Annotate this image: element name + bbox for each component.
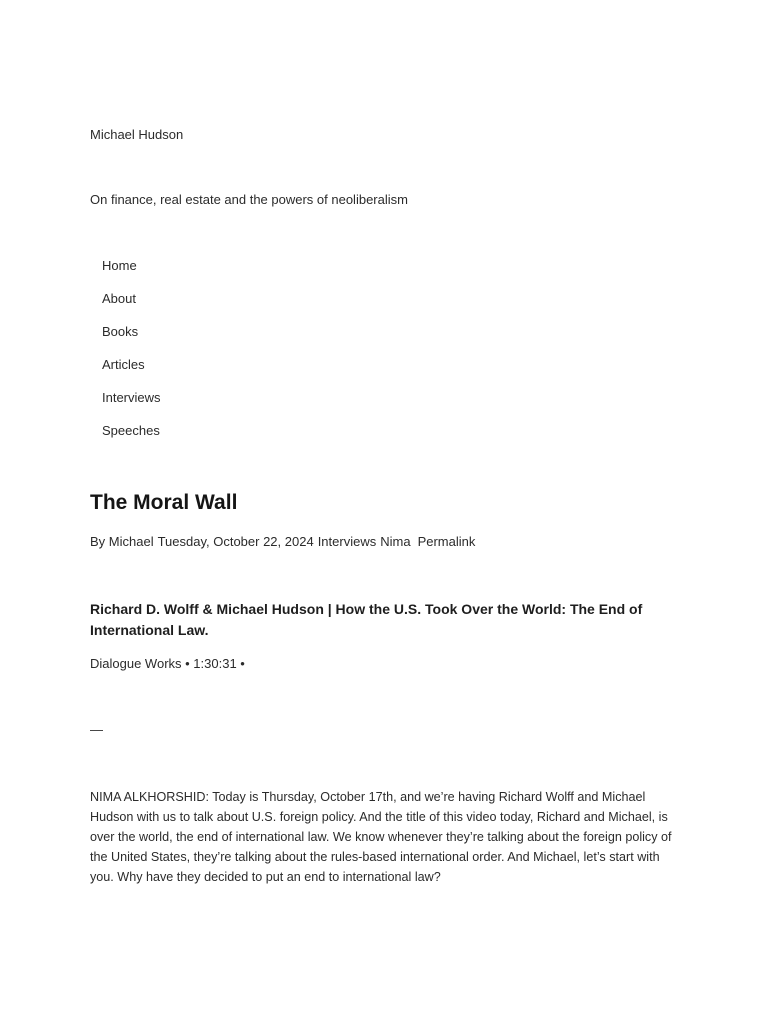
post-author[interactable]: By Michael	[90, 534, 154, 549]
nav-item-about[interactable]	[102, 291, 161, 324]
video-title[interactable]: Richard D. Wolff & Michael Hudson | How the U.S. Took Over the World: The End of International Law.	[90, 601, 643, 638]
separator-dash: —	[90, 722, 103, 737]
nav-item-label[interactable]: Books	[102, 324, 139, 339]
nav-item-books[interactable]	[102, 324, 161, 357]
site-title[interactable]: Michael Hudson	[90, 127, 184, 142]
nav-item-label[interactable]: Speeches	[102, 423, 160, 438]
nav-item-home[interactable]	[102, 258, 161, 291]
permalink-link[interactable]: Permalink	[417, 534, 476, 549]
nav-item-interviews[interactable]	[102, 390, 161, 423]
post-tag-link[interactable]: Nima	[380, 534, 411, 549]
post-date: Tuesday, October 22, 2024	[157, 534, 314, 549]
nav-item-speeches[interactable]	[102, 423, 161, 456]
post-body-paragraph: NIMA ALKHORSHID: Today is Thursday, October 17th, and we’re having Richard Wolff and Michael Hudson with us to talk about U.S. foreign policy. And the title of this video today, Richard and Michael, is over the world, the end of international law. We know whenever they’re talking about the foreign policy of the United States, they’re talking about the rules-based international order. And Michael, let’s start with you. Why have they decided to put an end to international law?	[90, 790, 672, 884]
nav-item-label[interactable]: Home	[102, 258, 137, 273]
post-category-link[interactable]: Interviews	[317, 534, 377, 549]
video-meta: Dialogue Works • 1:30:31 •	[90, 656, 245, 671]
post-meta	[90, 534, 479, 550]
main-navigation	[102, 258, 161, 456]
post-title: The Moral Wall	[90, 491, 238, 514]
site-tagline: On finance, real estate and the powers of neoliberalism	[90, 192, 408, 207]
nav-item-articles[interactable]	[102, 357, 161, 390]
nav-item-label[interactable]: Articles	[102, 357, 145, 372]
nav-item-label[interactable]: About	[102, 291, 136, 306]
nav-item-label[interactable]: Interviews	[102, 390, 161, 405]
